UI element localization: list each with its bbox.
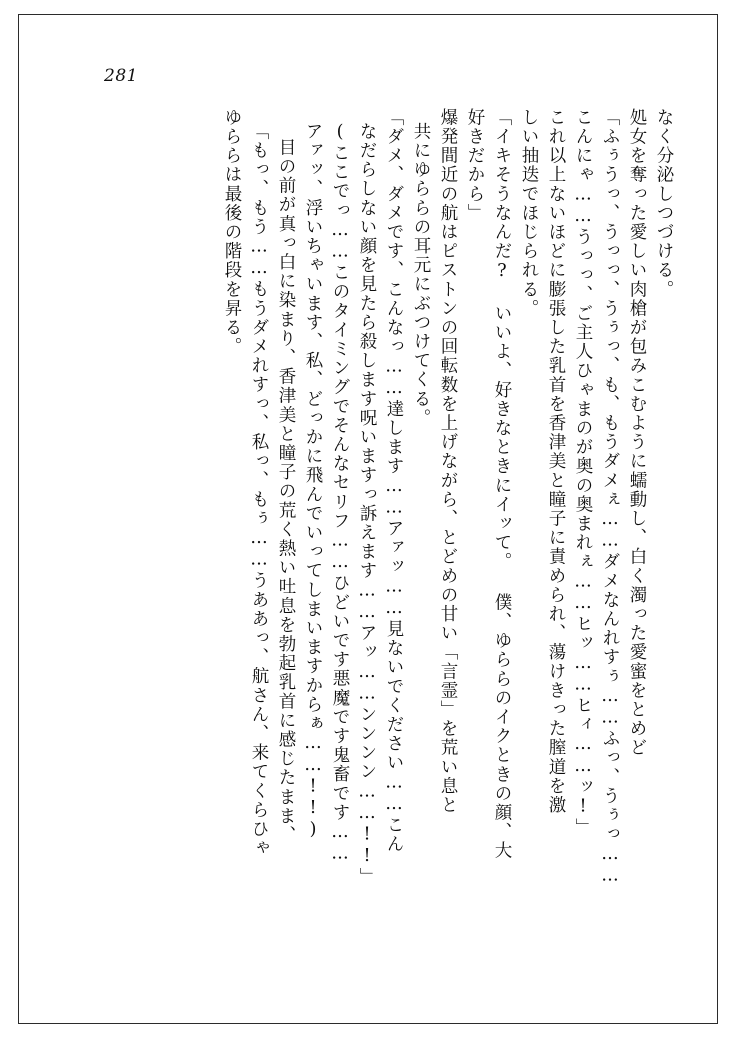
text-column: 共にゆららの耳元にぶつけてくる。: [411, 122, 431, 428]
text-column: 「もっ、もう……もうダメれすっ、私っ、もぅ……うああっ、航さん、来てくらひゃ: [249, 122, 269, 858]
text-column: なく分泌しつづける。: [654, 108, 674, 299]
text-column: 目の前が真っ白に染まり、香津美と瞳子の荒く熱い吐息を勃起乳首に感じたまま、: [276, 138, 296, 845]
text-column: (ここでっ……このタイミングでそんなセリフ……ひどいです悪魔です鬼畜です……: [330, 122, 350, 866]
text-column: 処女を奪った愛しい肉槍が包みこむように蠕動し、白く濁った愛蜜をとめど: [627, 108, 647, 758]
text-column: なだらしない顔を見たら殺します呪いますっ訴えます……アッ……ンンンン……!!」: [357, 122, 377, 887]
text-column: 「ダメ、ダメです、こんなっ……達します……アァッ……見ないでください……こん: [384, 108, 404, 854]
text-column: これ以上ないほどに膨張した乳首を香津美と瞳子に責められ、蕩けきった膣道を激: [546, 108, 566, 815]
text-column: しい抽迭でほじられる。: [519, 108, 539, 319]
text-column: ゆららは最後の階段を昇る。: [222, 108, 242, 357]
text-column: 「ふぅうっ、うっっ、うぅっ、も、もうダメぇ……ダメなんれすぅ……ふっ、うぅっ……: [600, 108, 620, 887]
page-number: 281: [104, 66, 138, 86]
vertical-text-block: [223, 108, 673, 978]
text-column: 好きだから」: [465, 108, 485, 223]
text-column: 「イキそうなんだ? いいよ、好きなときにイッて。 僕、ゆららのイクときの顔、大: [492, 108, 512, 861]
text-column: 爆発間近の航はピストンの回転数を上げながら、とどめの甘い「言霊」を荒い息と: [438, 108, 458, 815]
text-column: アァッ、浮いちゃいます、私、どっかに飛んでいってしまいますからぁ……!!): [303, 122, 323, 842]
text-column: こんにゃ……うっっ、ご主人ひゃまのが奥の奥まれぇ……ヒッ……ヒィ……ッ!」: [573, 108, 593, 838]
